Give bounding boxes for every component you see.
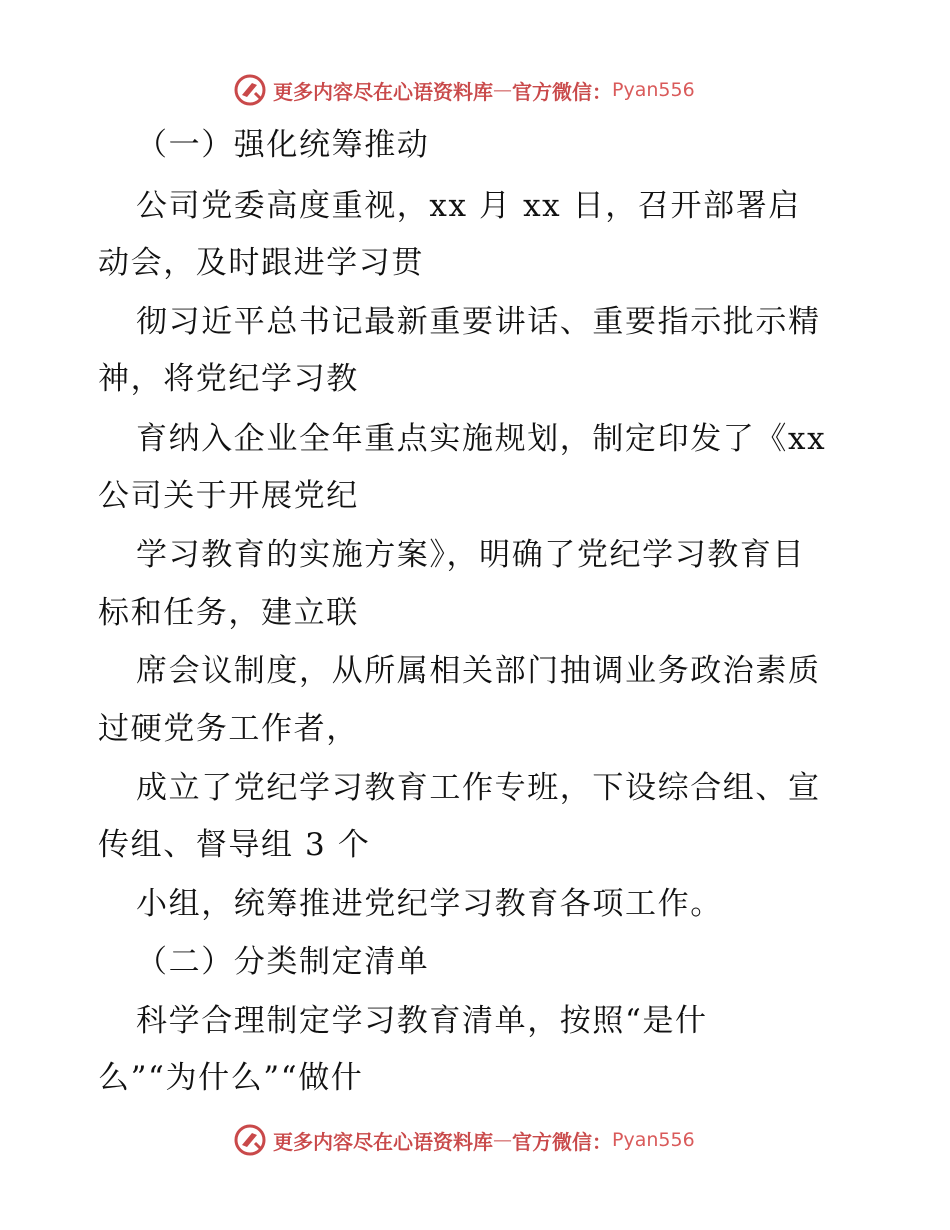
paragraph-line: 传组、督导组 3 个	[98, 827, 371, 863]
watermark-wechat-label: 官方微信：	[512, 1129, 612, 1154]
seal-logo-icon	[233, 1123, 267, 1157]
paragraph-line: 成立了党纪学习教育工作专班，下设综合组、宣	[136, 770, 821, 806]
watermark-main-text: 更多内容尽在心语资料库	[273, 1129, 493, 1154]
section-heading-1: （一）强化统筹推动	[136, 127, 430, 163]
paragraph-line: 学习教育的实施方案》，明确了党纪学习教育目	[136, 537, 806, 573]
watermark-main-text: 更多内容尽在心语资料库	[273, 79, 493, 104]
section-heading-2: （二）分类制定清单	[136, 944, 430, 980]
paragraph-line: 公司关于开展党纪	[98, 478, 359, 514]
watermark-wechat-id: Pyan556	[612, 1129, 695, 1151]
paragraph-line: 标和任务，建立联	[98, 595, 359, 631]
watermark-separator: —	[493, 1129, 512, 1151]
seal-logo-icon	[233, 73, 267, 107]
watermark-banner-top	[233, 72, 695, 108]
paragraph-line: 么”“为什么”“做什	[98, 1060, 364, 1096]
paragraph-line: 动会，及时跟进学习贯	[98, 245, 424, 281]
paragraph-line: 公司党委高度重视，xx 月 xx 日，召开部署启	[136, 188, 801, 224]
paragraph-line: 席会议制度，从所属相关部门抽调业务政治素质	[136, 653, 821, 689]
paragraph-line: 育纳入企业全年重点实施规划，制定印发了《xx	[136, 421, 827, 457]
watermark-separator: —	[493, 79, 512, 101]
paragraph-line: 科学合理制定学习教育清单，按照“是什	[136, 1003, 708, 1039]
paragraph-line: 神，将党纪学习教	[98, 361, 359, 397]
watermark-banner-bottom	[233, 1122, 695, 1158]
paragraph-line: 小组，统筹推进党纪学习教育各项工作。	[136, 886, 723, 922]
watermark-wechat-label: 官方微信：	[512, 79, 612, 104]
paragraph-line: 彻习近平总书记最新重要讲话、重要指示批示精	[136, 304, 821, 340]
paragraph-line: 过硬党务工作者，	[98, 711, 359, 747]
watermark-wechat-id: Pyan556	[612, 79, 695, 101]
